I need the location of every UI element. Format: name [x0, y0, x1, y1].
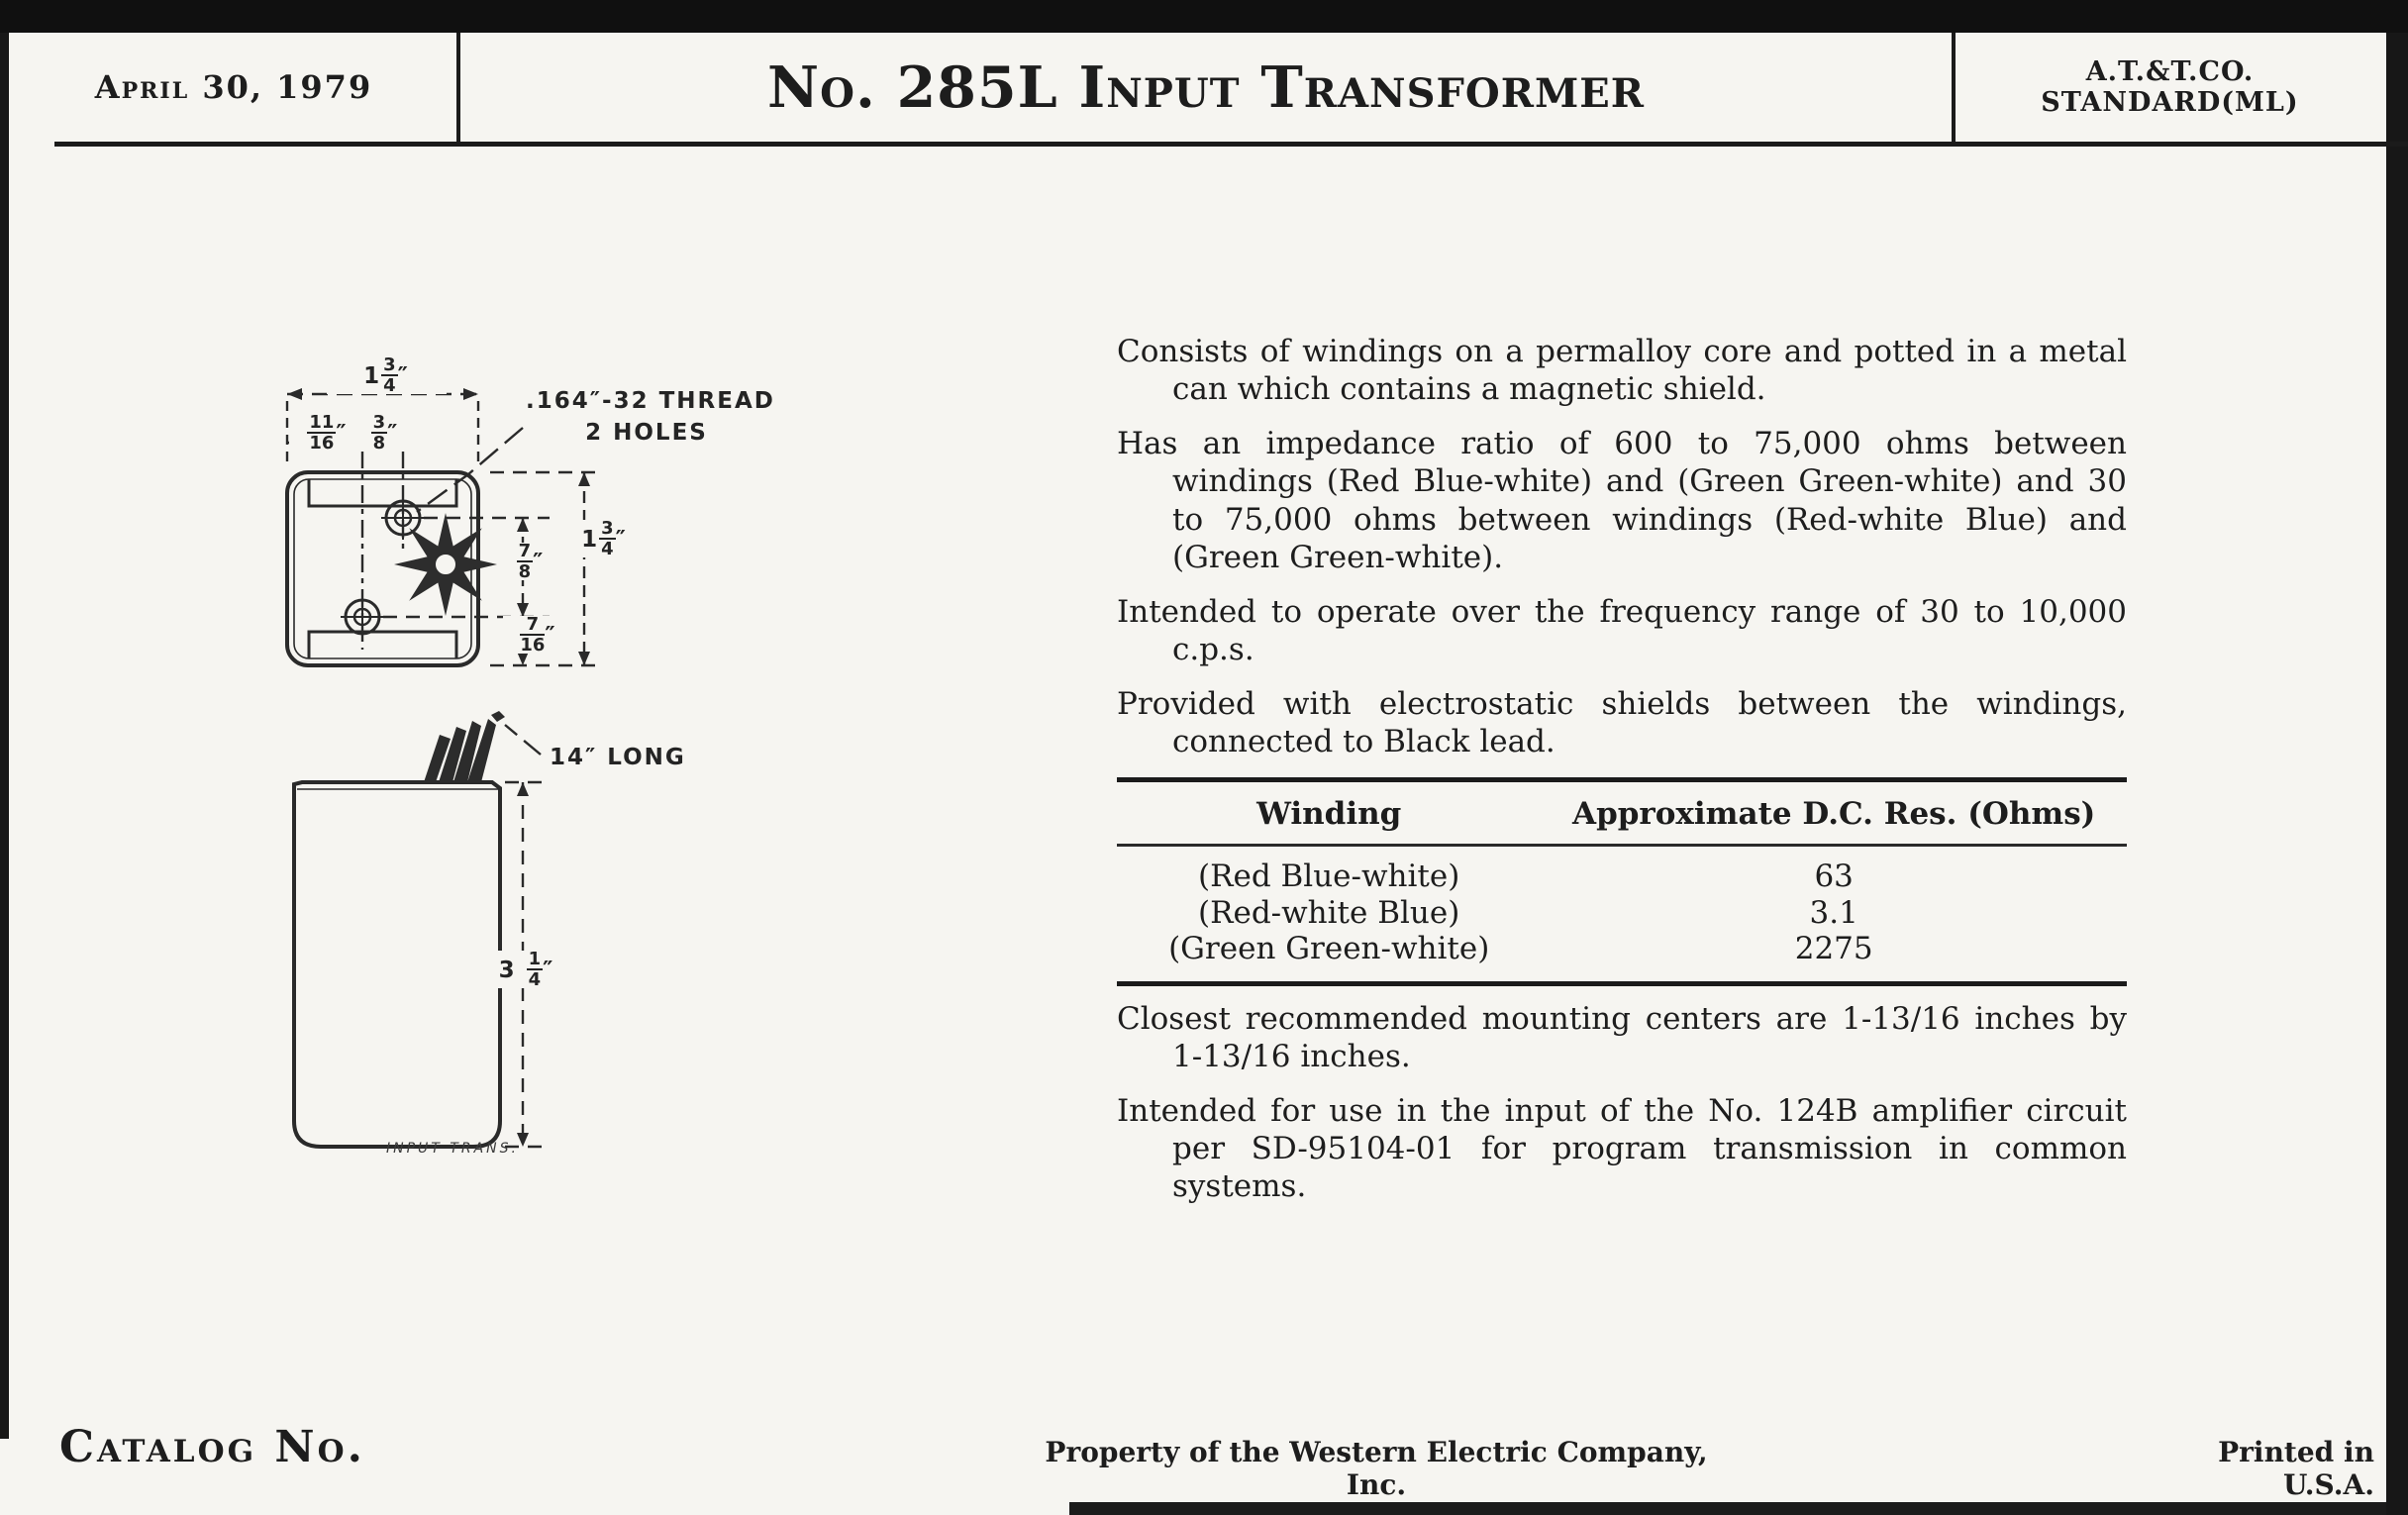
header-divider-left: [456, 33, 460, 144]
winding-cell: (Red Blue-white): [1198, 858, 1460, 895]
resistance-cell: 63: [1814, 858, 1854, 895]
transformer-drawing-svg: [257, 356, 832, 1218]
winding-cell: (Green Green-white): [1168, 931, 1490, 967]
standard-label: STANDARD(ML): [2041, 87, 2299, 118]
side-view: [294, 711, 505, 1147]
dim-left-offset: $\frac{11}{16}$ ″: [289, 414, 366, 452]
catalog-number-label: Catalog No.: [59, 1422, 365, 1472]
spec-paragraph: Intended to operate over the frequency range of 30 to 10,000 c.p.s.: [1117, 593, 2127, 667]
page-title-text: No. 285L Input Transformer: [767, 53, 1645, 121]
table-rule-bottom: [1117, 981, 2127, 986]
printed-in-label: Printed in U.S.A.: [2218, 1436, 2374, 1501]
technical-drawing: [257, 356, 832, 1218]
org-standard-block: [1954, 33, 2386, 142]
page-title: [458, 33, 1954, 142]
scan-edge-right: [2386, 33, 2408, 1515]
scan-artifact-bottom: [1069, 1502, 2386, 1515]
dimension-lines-side: [505, 725, 550, 1147]
dim-value: 1: [363, 362, 382, 389]
spec-paragraph: Provided with electrostatic shields between the windings, connected to Black lead.: [1117, 686, 2127, 760]
resistance-cell: 2275: [1794, 931, 1873, 967]
spec-note: Closest recommended mounting centers are 1-13/16 inches by 1-13/16 inches.: [1117, 1000, 2127, 1075]
scan-edge-left: [0, 33, 9, 1439]
resistance-cell: 3.1: [1809, 894, 1858, 931]
resistance-table: [1117, 777, 2127, 986]
col-header-resistance: Approximate D.C. Res. (Ohms): [1572, 796, 2096, 833]
table-body: [1117, 847, 2127, 981]
spec-note: Intended for use in the input of the No. 124B amplifier circuit per SD-95104-01 for program transmission in common systems.: [1117, 1093, 2127, 1205]
dim-bottom-offset: $\frac{7}{16}$ ″: [503, 616, 574, 654]
spec-column: [1117, 333, 2127, 1223]
dim-can-height: 3 $\frac{1}{4}$ ″: [483, 951, 570, 988]
dim-overall-height: 1 $\frac{3}{4}$ ″: [559, 520, 650, 557]
dim-hole-spacing-y: $\frac{7}{8}$ ″: [498, 543, 563, 580]
property-notice: Property of the Western Electric Company, Inc.: [1045, 1436, 1708, 1501]
org-name: A.T.&T.CO.: [2085, 55, 2255, 87]
table-header-row: [1117, 782, 2127, 844]
dim-overall-width: 1 $\frac{3}{4}$ ″: [327, 356, 447, 394]
winding-cell: (Red-white Blue): [1198, 894, 1460, 931]
dim-hole-spacing-x: $\frac{3}{8}$ ″: [351, 414, 420, 452]
thread-note-line1: .164″-32 THREAD: [526, 388, 775, 414]
spec-paragraph: Consists of windings on a permalloy core and potted in a metal can which contains a magnetic shield.: [1117, 334, 2127, 408]
table-row: [1117, 895, 2127, 932]
issue-date-text: April 30, 1979: [94, 68, 373, 106]
issue-date: [9, 33, 458, 142]
thread-note-line2: 2 HOLES: [585, 420, 708, 446]
drawing-caption: INPUT TRANS.: [386, 1141, 519, 1157]
header-divider-right: [1952, 33, 1956, 144]
spec-paragraph: Has an impedance ratio of 600 to 75,000 ohms between windings (Red Blue-white) and (Green Green-white) and 30 to 75,000 ohms between windings (Red-white Blue) and (Green Green-white).: [1117, 426, 2127, 575]
table-row: [1117, 858, 2127, 895]
wire-length-note: 14″ LONG: [550, 745, 686, 770]
header-rule: [54, 142, 2408, 147]
table-row: [1117, 931, 2127, 967]
col-header-winding: Winding: [1256, 796, 1402, 833]
wire-starburst: [394, 513, 497, 616]
